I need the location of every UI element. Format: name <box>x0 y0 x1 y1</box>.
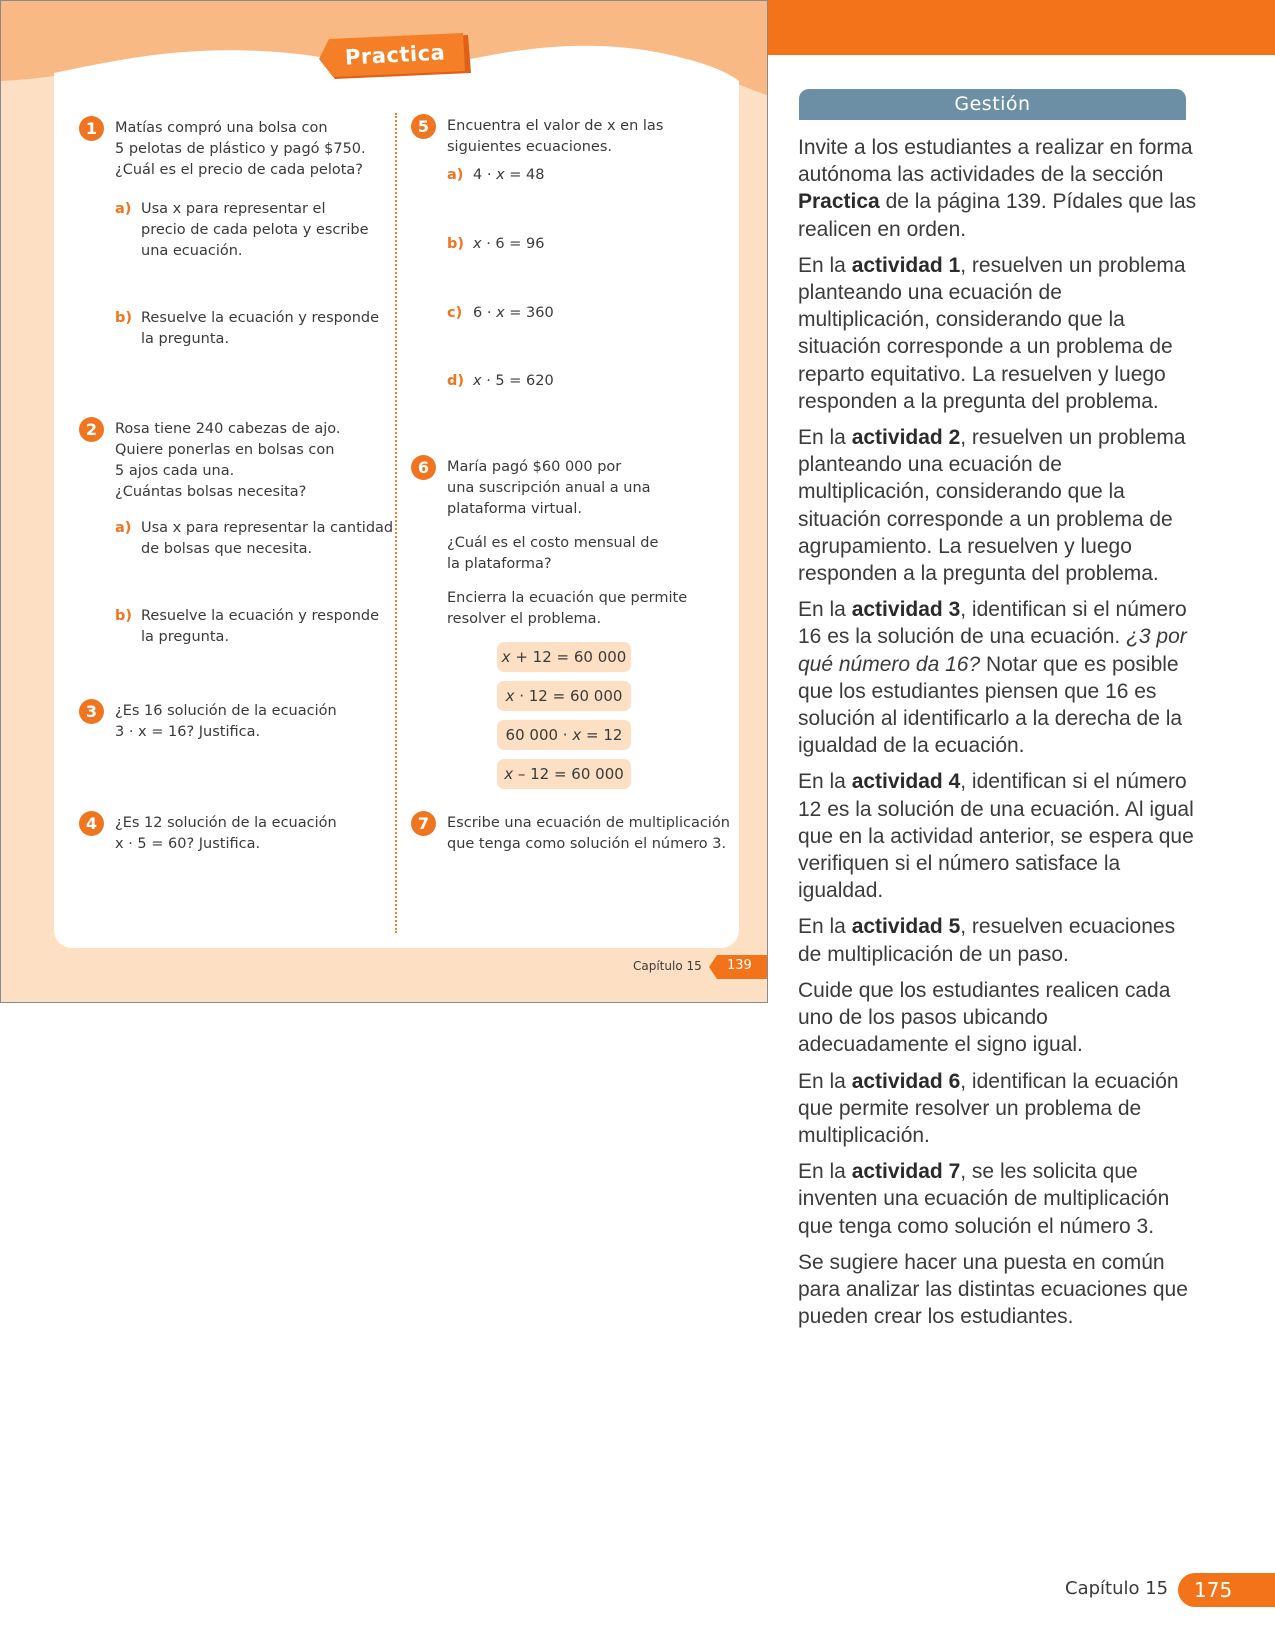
exercise-1 <box>85 118 385 181</box>
paragraph-text: de la página 139. Pídales que las realicen en orden. <box>798 190 1197 241</box>
equation-option[interactable]: x – 12 = 60 000 <box>497 759 631 789</box>
instruction-text: Encierra la ecuación que permite <box>447 590 688 606</box>
paragraph-text: En la <box>798 598 852 622</box>
student-page-number-tab <box>709 955 768 979</box>
page-number-badge: 175 <box>1178 1573 1275 1607</box>
paragraph-text: , identifican si el número 12 es la solución de una ecuación. Al igual que en la actividad anterior, se espera que verifiquen si el número satisface la igualdad. <box>798 770 1194 903</box>
exercise-text: 3 · x = 16? Justifica. <box>115 724 261 740</box>
part-text: Resuelve la ecuación y responde <box>141 608 380 624</box>
activity-reference: Practica <box>798 190 880 214</box>
part-text: precio de cada pelota y escribe <box>141 222 369 238</box>
guide-paragraph <box>798 1068 1198 1150</box>
exercise-text: ¿Es 16 solución de la ecuación <box>115 703 337 719</box>
part-text: Usa x para representar la cantidad <box>141 520 394 536</box>
part-letter: a) <box>115 201 132 217</box>
part-text: la pregunta. <box>141 331 230 347</box>
paragraph-text: En la <box>798 1069 852 1093</box>
part-text: Usa x para representar el <box>141 201 326 217</box>
paragraph-text: Invite a los estudiantes a realizar en forma autónoma las actividades de la sección <box>798 136 1193 187</box>
paragraph-text: En la <box>798 915 852 939</box>
exercise-text: que tenga como solución el número 3. <box>447 836 727 852</box>
paragraph-text: En la <box>798 253 852 277</box>
guide-body <box>798 134 1198 1339</box>
exercise-5b <box>447 234 545 255</box>
exercise-2 <box>85 419 385 503</box>
activity-reference: actividad 3 <box>851 598 961 622</box>
paragraph-text: , resuelven un problema planteando una ecuación de multiplicación, considerando que la situación corresponde a un problema de reparto equitativo. La resuelven y luego responden a la pregunta del problema. <box>798 253 1186 413</box>
guide-paragraph <box>798 424 1198 587</box>
equation-option[interactable]: 60 000 · x = 12 <box>497 720 631 750</box>
activity-reference: actividad 4 <box>851 770 961 794</box>
activity-reference: actividad 6 <box>851 1069 961 1093</box>
exercise-text: Encuentra el valor de x en las <box>447 118 664 134</box>
part-letter: d) <box>447 373 465 389</box>
part-letter: a) <box>447 167 464 183</box>
part-letter: b) <box>115 310 133 326</box>
guide-paragraph <box>798 1249 1198 1331</box>
exercise-text: 5 pelotas de plástico y pagó $750. <box>115 141 366 157</box>
exercise-text: x · 5 = 60? Justifica. <box>115 836 261 852</box>
part-text: una ecuación. <box>141 243 243 259</box>
exercise-text: Quiere ponerlas en bolsas con <box>115 442 335 458</box>
exercise-1b <box>115 308 391 350</box>
instruction-text: resolver el problema. <box>447 611 602 627</box>
paragraph-text: , resuelven ecuaciones de multiplicación de un paso. <box>798 915 1176 966</box>
paragraph-text: En la <box>798 1160 852 1184</box>
equation: x · 5 = 620 <box>473 373 554 389</box>
guide-paragraph <box>798 977 1198 1059</box>
exercise-5 <box>417 116 727 158</box>
paragraph-text: Cuide que los estudiantes realicen cada uno de los pasos ubicando adecuadamente el signo igual. <box>798 978 1171 1057</box>
activity-reference: actividad 7 <box>851 1160 961 1184</box>
exercise-number-badge: 5 <box>411 114 436 139</box>
exercise-1a <box>115 199 391 262</box>
exercise-number-badge: 3 <box>79 699 104 724</box>
question-text: la plataforma? <box>447 556 552 572</box>
top-orange-band <box>768 0 1275 55</box>
exercise-text: una suscripción anual a una <box>447 480 651 496</box>
exercise-number-badge: 1 <box>79 116 104 141</box>
equation-option[interactable]: x + 12 = 60 000 <box>497 642 631 672</box>
equation-option[interactable]: x · 12 = 60 000 <box>497 681 631 711</box>
guide-paragraph <box>798 913 1198 967</box>
exercise-5c <box>447 303 554 324</box>
section-title: Practica <box>344 40 446 70</box>
activity-reference: actividad 5 <box>851 915 961 939</box>
gestion-header: Gestión <box>799 89 1186 120</box>
exercise-text: 5 ajos cada una. <box>115 463 235 479</box>
part-letter: a) <box>115 520 132 536</box>
exercise-text: siguientes ecuaciones. <box>447 139 613 155</box>
part-letter: b) <box>115 608 133 624</box>
student-page-chapter-label: Capítulo 15 <box>633 959 702 973</box>
equation: 4 · x = 48 <box>473 167 545 183</box>
exercise-2b <box>115 606 391 648</box>
guide-paragraph <box>798 252 1198 415</box>
activity-reference: actividad 2 <box>851 426 961 450</box>
paragraph-text: , se les solicita que inventen una ecuación de multiplicación que tenga como solución el número 3. <box>798 1160 1170 1238</box>
exercise-5a <box>447 165 545 186</box>
exercise-number-badge: 2 <box>79 417 104 442</box>
paragraph-text: En la <box>798 426 852 450</box>
guide-paragraph <box>798 1158 1198 1240</box>
exercise-number-badge: 4 <box>79 811 104 836</box>
student-page-number: 139 <box>727 958 752 973</box>
paragraph-text: , identifican la ecuación que permite resolver un problema de multiplicación. <box>798 1069 1179 1147</box>
equation: x · 6 = 96 <box>473 236 545 252</box>
part-letter: c) <box>447 305 463 321</box>
exercise-text: Rosa tiene 240 cabezas de ajo. <box>115 421 341 437</box>
italic-question: ¿3 por qué número da 16? <box>798 625 1187 676</box>
question-text: ¿Cuál es el costo mensual de <box>447 535 659 551</box>
paragraph-text: En la <box>798 770 852 794</box>
chapter-label: Capítulo 15 <box>1065 1578 1169 1599</box>
guide-paragraph <box>798 134 1198 243</box>
exercise-number-badge: 7 <box>411 811 436 836</box>
part-letter: b) <box>447 236 465 252</box>
exercise-4 <box>85 813 385 855</box>
paragraph-text: Notar que es posible que los estudiantes piensen que 16 es solución al identificarlo a la derecha de la igualdad de la ecuación. <box>798 652 1183 758</box>
paragraph-text: , resuelven un problema planteando una ecuación de multiplicación, considerando que la situación corresponde a un problema de agrupamiento. La resuelven y luego responden a la pregunta del problema. <box>798 426 1186 586</box>
exercise-3 <box>85 701 385 743</box>
exercise-5d <box>447 371 554 392</box>
student-page-thumbnail <box>0 0 768 1003</box>
part-text: de bolsas que necesita. <box>141 541 313 557</box>
exercise-text: Escribe una ecuación de multiplicación <box>447 815 730 831</box>
exercise-7 <box>417 813 737 855</box>
exercise-6 <box>417 457 727 630</box>
activity-reference: actividad 1 <box>851 253 961 277</box>
paragraph-text: , identifican si el número 16 es la solución de una ecuación. <box>798 598 1187 649</box>
part-text: la pregunta. <box>141 629 230 645</box>
exercise-text: ¿Cuál es el precio de cada pelota? <box>115 162 364 178</box>
guide-paragraph <box>798 768 1198 904</box>
exercise-text: ¿Cuántas bolsas necesita? <box>115 484 307 500</box>
exercise-text: María pagó $60 000 por <box>447 459 622 475</box>
exercise-number-badge: 6 <box>411 455 436 480</box>
paragraph-text: Se sugiere hacer una puesta en común para analizar las distintas ecuaciones que pueden crear los estudiantes. <box>798 1250 1188 1329</box>
part-text: Resuelve la ecuación y responde <box>141 310 380 326</box>
exercise-text: ¿Es 12 solución de la ecuación <box>115 815 337 831</box>
practica-section-tag <box>313 33 473 85</box>
equation: 6 · x = 360 <box>473 305 554 321</box>
exercise-text: Matías compró una bolsa con <box>115 120 328 136</box>
exercise-2a <box>115 518 401 560</box>
exercise-text: plataforma virtual. <box>447 501 582 517</box>
guide-paragraph <box>798 596 1198 759</box>
